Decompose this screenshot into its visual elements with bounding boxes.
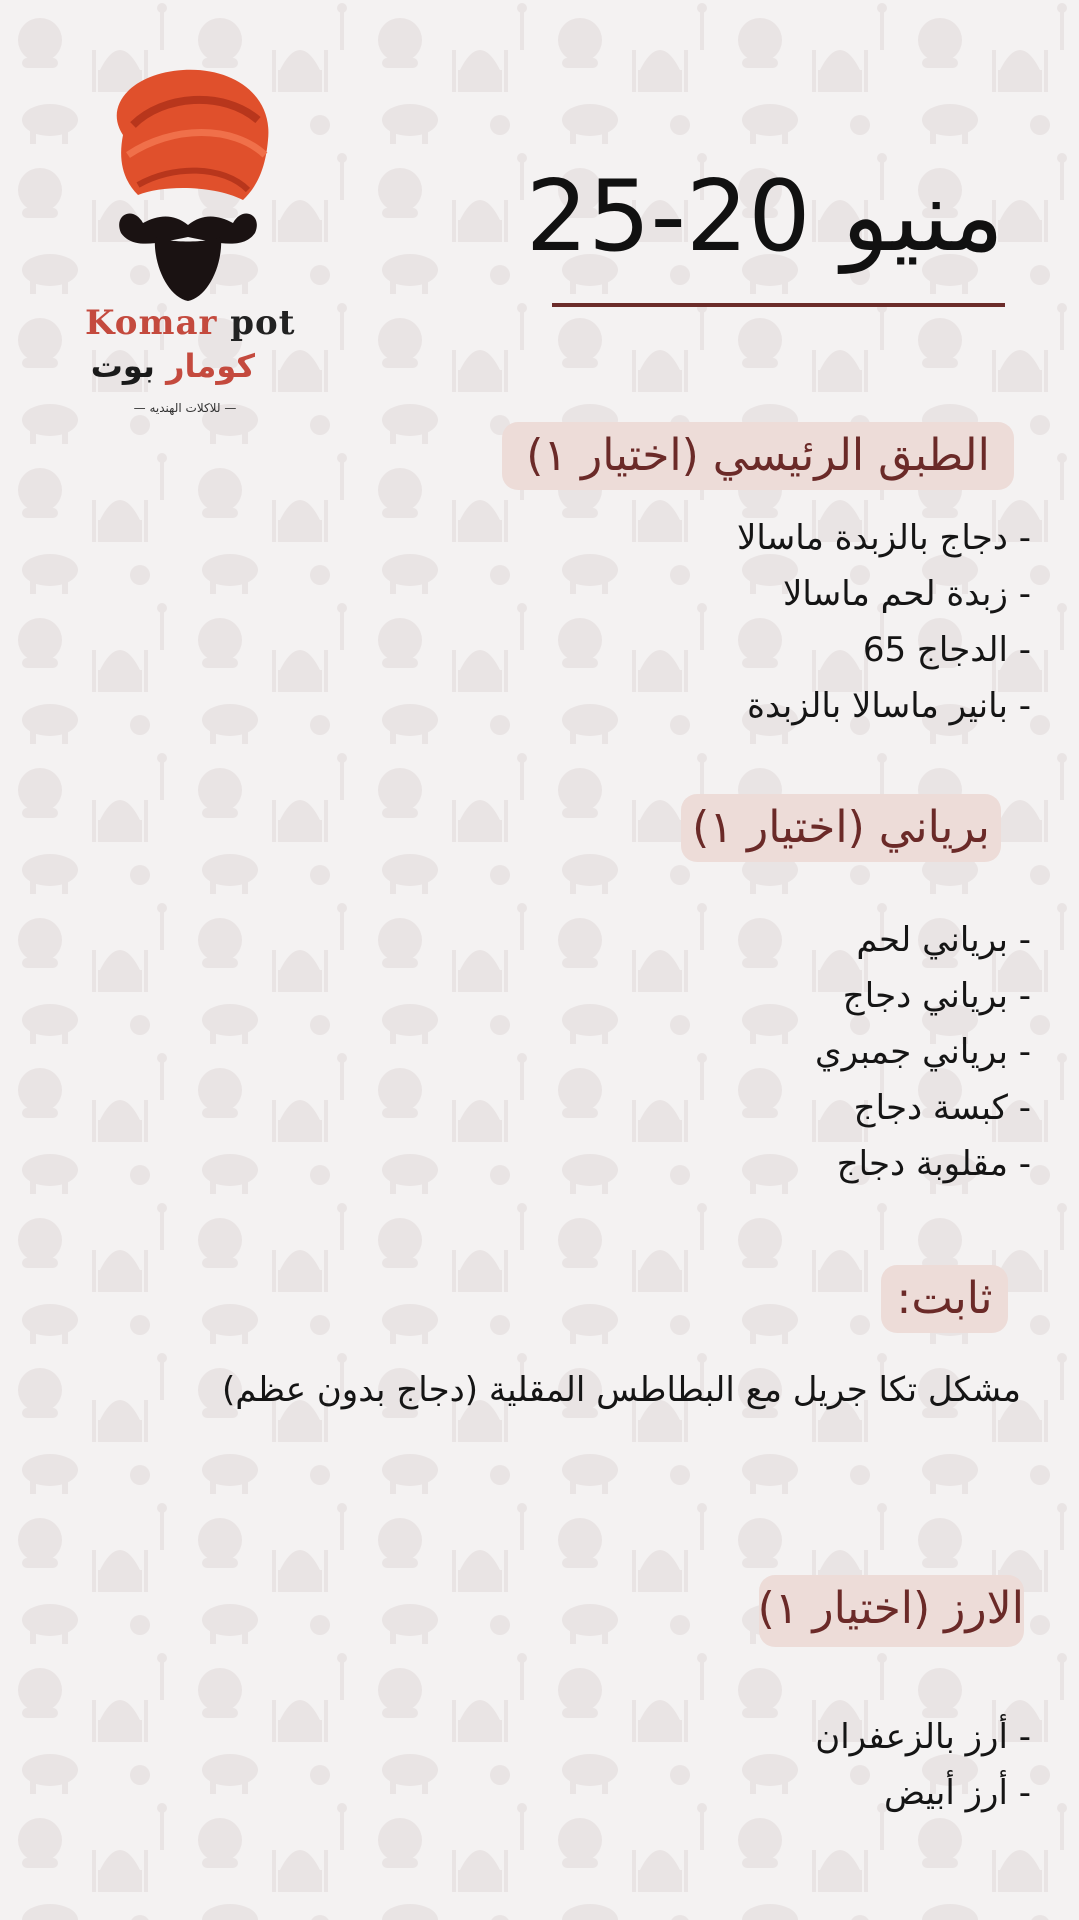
brand-name-arabic: كومار بوت (90, 347, 255, 385)
page-title: منيو 20-25 (525, 160, 1004, 274)
section-header-fixed: ثابت: (881, 1265, 1008, 1333)
brand-tagline: — للاكلات الهنديه — (133, 401, 237, 415)
list-item: - برياني لحم (856, 920, 1031, 960)
list-item: - مقلوبة دجاج (836, 1144, 1031, 1184)
title-underline (552, 303, 1005, 307)
brand-name-english: Komar pot (85, 303, 296, 343)
rice-list (815, 1709, 1031, 1821)
list-item: - زبدة لحم ماسالا (783, 574, 1031, 614)
list-item: - برياني جمبري (814, 1032, 1031, 1072)
list-item: - دجاج بالزبدة ماسالا (736, 518, 1031, 558)
list-item: - برياني دجاج (842, 976, 1031, 1016)
turban-mustache-icon (93, 65, 283, 305)
fixed-item-text: مشكل تكا جريل مع البطاطس المقلية (دجاج بدون عظم) (221, 1370, 1021, 1410)
list-item: - بانير ماسالا بالزبدة (747, 686, 1031, 726)
list-item: - أرز بالزعفران (815, 1717, 1031, 1757)
list-item: - كبسة دجاج (853, 1088, 1031, 1128)
brand-logo (75, 65, 305, 425)
list-item: - الدجاج 65 (862, 630, 1031, 670)
main-dish-list (737, 510, 1031, 734)
list-item: - أرز أبيض (884, 1773, 1031, 1813)
biryani-list (815, 912, 1031, 1192)
section-header-main-dish: الطبق الرئيسي (اختيار ١) (502, 422, 1014, 490)
section-header-biryani: برياني (اختيار ١) (681, 794, 1001, 862)
section-header-rice: الارز (اختيار ١) (759, 1575, 1024, 1647)
